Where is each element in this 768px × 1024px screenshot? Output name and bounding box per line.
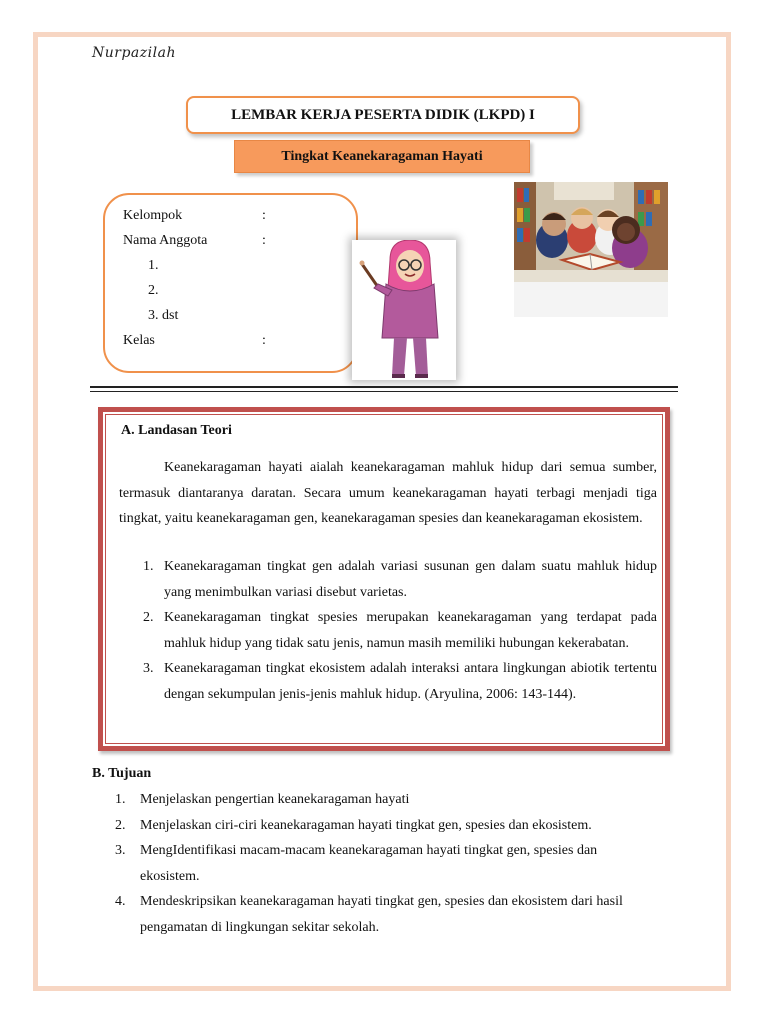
list-number: 1. <box>143 559 154 574</box>
theory-paragraph: Keanekaragaman hayati aialah keanekaragaman mahluk hidup dari semua sumber, termasuk diantaranya daratan. Secara umum keanekaragaman hayati terbagi menjadi tiga tingkat, yaitu keanekaragaman gen, keanekaragaman spesies dan keanekaragaman ekosistem. <box>119 460 657 526</box>
list-item <box>92 787 658 813</box>
list-text: Keanekaragaman tingkat spesies merupakan keanekaragaman yang terdapat pada mahluk hidup yang tidak satu jenis, namun masih memiliki hubungan kekerabatan. <box>164 610 657 651</box>
nama-anggota-colon: : <box>262 233 266 248</box>
member-1: 1. <box>148 258 159 273</box>
teacher-icon <box>352 240 456 380</box>
theory-box <box>98 407 670 751</box>
worksheet-title: LEMBAR KERJA PESERTA DIDIK (LKPD) I <box>186 96 580 134</box>
tujuan-list <box>92 787 658 940</box>
identity-box <box>103 193 358 373</box>
teacher-illustration <box>352 240 456 380</box>
theory-list <box>119 554 657 707</box>
member-3: 3. dst <box>148 308 179 323</box>
list-item <box>119 605 657 656</box>
list-text: Mendeskripsikan keanekaragaman hayati tingkat gen, spesies dan ekosistem dari hasil pengamatan di lingkungan sekitar sekolah. <box>140 894 623 935</box>
list-item <box>92 889 658 940</box>
list-number: 4. <box>115 894 126 909</box>
kelompok-label: Kelompok <box>123 208 183 223</box>
author-name: Nurpazilah <box>92 45 176 61</box>
tujuan-heading: B. Tujuan <box>92 766 152 781</box>
list-number: 3. <box>115 843 126 858</box>
list-number: 3. <box>143 661 154 676</box>
divider-line <box>90 386 678 388</box>
kelas-colon: : <box>262 333 266 348</box>
list-item <box>119 554 657 605</box>
list-text: MengIdentifikasi macam-macam keanekaragaman hayati tingkat gen, spesies dan ekosistem. <box>140 843 598 884</box>
list-item <box>92 813 658 839</box>
worksheet-subtitle: Tingkat Keanekaragaman Hayati <box>234 140 530 173</box>
list-item <box>119 656 657 707</box>
theory-heading: A. Landasan Teori <box>121 423 232 438</box>
divider-line-thin <box>90 391 678 392</box>
students-reading-photo <box>514 182 668 317</box>
list-number: 1. <box>115 792 126 807</box>
list-text: Keanekaragaman tingkat ekosistem adalah interaksi antara lingkungan abiotik tertentu dengan sekumpulan jenis-jenis mahluk hidup. (Aryulina, 2006: 143-144). <box>164 661 657 702</box>
list-text: Menjelaskan ciri-ciri keanekaragaman hayati tingkat gen, spesies dan ekosistem. <box>140 817 592 833</box>
list-text: Menjelaskan pengertian keanekaragaman hayati <box>140 792 410 807</box>
member-2: 2. <box>148 283 159 298</box>
kelompok-colon: : <box>262 208 266 223</box>
kelas-label: Kelas <box>123 333 155 348</box>
list-item <box>92 838 658 889</box>
nama-anggota-label: Nama Anggota <box>123 233 208 248</box>
theory-inner-frame <box>105 414 663 744</box>
list-number: 2. <box>143 610 154 625</box>
list-text: Keanekaragaman tingkat gen adalah variasi susunan gen dalam suatu mahluk hidup yang menimbulkan variasi disebut varietas. <box>164 559 657 600</box>
list-number: 2. <box>115 817 126 833</box>
